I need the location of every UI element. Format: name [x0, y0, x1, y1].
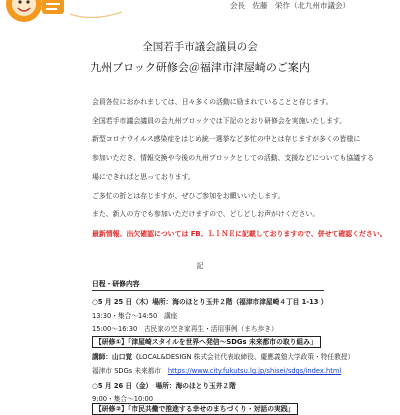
- training1-box: [92, 336, 321, 348]
- day1-row1: 13:30・集合〜14:50 講座: [92, 312, 178, 320]
- body-paragraph: 場にできればと思っております。: [92, 173, 195, 181]
- training2-box: [92, 403, 298, 415]
- notice-red-text: 最新情報、出欠確認については FB、ＬＩＮＥに記載しておりますので、併せて確認ください。: [92, 230, 387, 238]
- day2-date: ○5 月 26 日（金） 場所：海のほとり玉井２階: [92, 382, 236, 390]
- training2-label: 【研修②】: [95, 405, 128, 413]
- day2-row1: 9:00・集合〜10:00: [92, 395, 154, 403]
- body-paragraph: 新型コロナウイルス感染症をはじめ統一選挙など多忙の中とは存じますが多くの皆様に: [92, 135, 361, 143]
- doc-title-line2: 九州ブロック研修会＠福津市津屋崎のご案内: [90, 61, 310, 74]
- day1-date: ○5 月 25 日（木）場所：海のほとり玉井２階（福津市津屋崎４丁目 1-13 ）: [92, 298, 328, 306]
- body-paragraph: 会員各位におかれましては、日々多くの活動に励まれていることと存じます。: [92, 98, 333, 106]
- day1-row2: 15:00〜16:30 古民家の空き家再生・活用事例（まち歩き）: [92, 325, 278, 333]
- sdgs-link[interactable]: https://www.city.fukutsu.lg.jp/shisei/sdgs/index.html: [167, 367, 342, 375]
- ki-marker: 記: [196, 262, 204, 270]
- body-paragraph: 参加いただき、情報交換や今後の九州ブロックとしての活動、支援などについても協議する: [92, 154, 374, 162]
- body-paragraph: 全国若手市議会議員の会九州ブロックでは下記のとおり研修会を実施いたします。: [92, 117, 347, 125]
- training2-title: 「市民共働で推進する幸せのまちづくり・対話の実践」: [127, 405, 295, 413]
- body-paragraph: また、新人の方でも参加いただけますので、どしどしお声がけください。: [92, 210, 320, 218]
- lecturer-line: [92, 351, 354, 361]
- doc-title-line1: 全国若手市議会議員の会: [142, 41, 258, 53]
- training1-title: 「津屋崎スタイルを世界へ発信〜SDGs 未来都市の取り組み」: [127, 338, 317, 346]
- lecturer-prefix: 講師：山口覚（: [92, 353, 139, 361]
- lecturer-rest: LOCAL&DESIGN 株式会社代表取締役、慶應義塾大学政策・特任教授）: [138, 353, 355, 361]
- sdgs-link-prefix: 福津市 SDGs 未来都市: [92, 367, 168, 375]
- mascot-logo: [2, 0, 126, 26]
- sdgs-link-line: [92, 365, 341, 375]
- body-paragraph: ご多忙の折とは存じますが、ぜひご参加をお願いいたします。: [92, 192, 285, 200]
- training1-label: 【研修①】: [95, 338, 128, 346]
- section-divider: [92, 290, 324, 291]
- chairperson-line: 会長 佐藤 栄作（北九州市議会）: [230, 1, 350, 10]
- schedule-heading: 日程・研修内容: [92, 280, 140, 288]
